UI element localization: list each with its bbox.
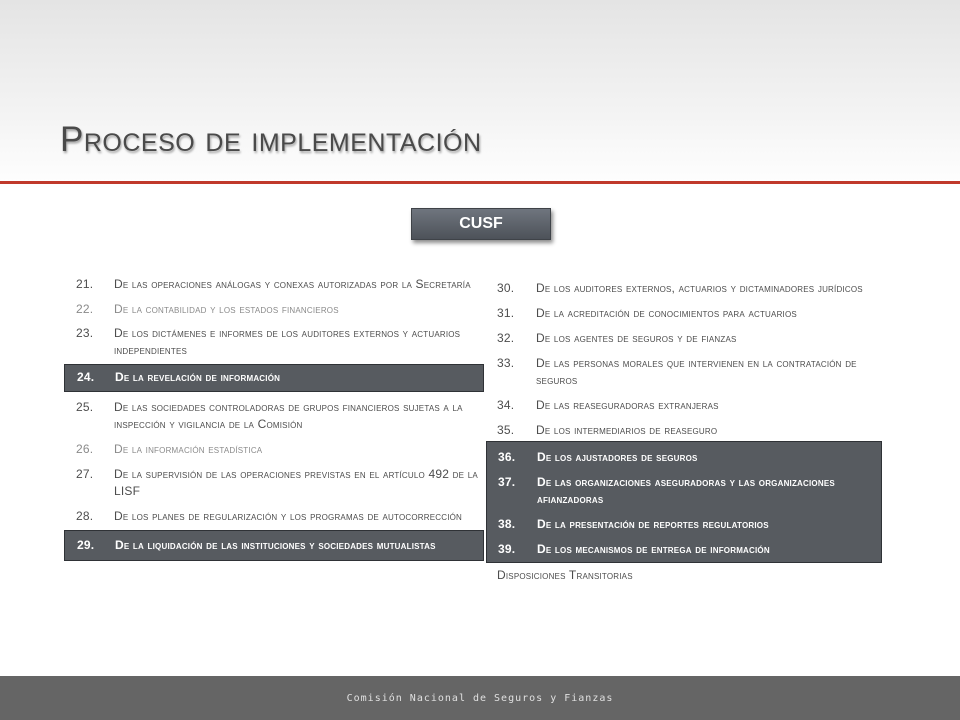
list-item-34 (486, 397, 882, 414)
item-text: De la presentación de reportes regulatorios (537, 517, 769, 531)
list-item-21 (64, 276, 484, 293)
item-text: De los planes de regularización y los programas de autocorrección (114, 509, 463, 523)
list-item-23 (64, 325, 484, 359)
item-number: 32. (497, 331, 515, 345)
item-text: De la supervisión de las operaciones previstas en el artículo 492 de la LISF (114, 467, 478, 498)
footer-bar (0, 676, 960, 720)
item-text: De los intermediarios de reaseguro (536, 423, 718, 437)
item-number: 34. (497, 398, 515, 412)
list-item-37 (487, 474, 881, 508)
item-number: 29. (77, 538, 95, 552)
item-number: 23. (76, 326, 94, 340)
item-text: De los ajustadores de seguros (537, 450, 698, 464)
item-text: De la acreditación de conocimientos para actuarios (536, 306, 797, 320)
item-number: 21. (76, 277, 94, 291)
list-item-24-highlight (64, 364, 484, 392)
highlight-group-36-39 (486, 441, 882, 563)
list-item-22 (64, 301, 484, 318)
item-number: 31. (497, 306, 515, 320)
left-column (64, 276, 484, 561)
list-item-32 (486, 330, 882, 347)
list-item-38 (487, 516, 881, 533)
item-number: 26. (76, 442, 94, 456)
list-item-36 (487, 449, 881, 466)
item-text: De las sociedades controladoras de grupos financieros sujetas a la inspección y vigilancia de la Comisión (114, 400, 463, 431)
item-text: De la información estadística (114, 442, 263, 456)
list-item-33 (486, 355, 882, 389)
list-item-35 (486, 422, 882, 439)
list-item-29-highlight (64, 530, 484, 561)
right-column (486, 280, 882, 584)
item-number: 30. (497, 281, 515, 295)
item-number: 27. (76, 467, 94, 481)
list-item-25 (64, 399, 484, 433)
item-text: De los agentes de seguros y de fianzas (536, 331, 737, 345)
title-divider (0, 181, 960, 184)
item-number: 36. (498, 450, 516, 464)
item-text: De las personas morales que intervienen en la contratación de seguros (536, 356, 857, 387)
list-item-28 (64, 508, 484, 525)
item-text: De la liquidación de las instituciones y sociedades mutualistas (115, 538, 436, 552)
list-item-31 (486, 305, 882, 322)
item-text: De los auditores externos, actuarios y dictaminadores jurídicos (536, 281, 863, 295)
list-item-27 (64, 466, 484, 500)
item-number: 38. (498, 517, 516, 531)
closing-text: Disposiciones Transitorias (497, 568, 633, 582)
item-number: 33. (497, 356, 515, 370)
item-number: 24. (77, 370, 95, 384)
footer-text: Comisión Nacional de Seguros y Fianzas (346, 692, 614, 704)
item-text: De la revelación de información (115, 370, 281, 384)
item-text: De los mecanismos de entrega de información (537, 542, 770, 556)
item-number: 37. (498, 475, 516, 489)
slide-title: Proceso de implementación (60, 120, 482, 159)
list-item-30 (486, 280, 882, 297)
item-number: 39. (498, 542, 516, 556)
item-number: 28. (76, 509, 94, 523)
item-text: De las reaseguradoras extranjeras (536, 398, 719, 412)
item-number: 25. (76, 400, 94, 414)
item-number: 35. (497, 423, 515, 437)
closing-item (486, 567, 882, 584)
cusf-badge: CUSF (411, 208, 551, 240)
item-number: 22. (76, 302, 94, 316)
item-text: De la contabilidad y los estados financieros (114, 302, 339, 316)
item-text: De las operaciones análogas y conexas autorizadas por la Secretaría (114, 277, 471, 291)
list-item-39 (487, 541, 881, 558)
item-text: De los dictámenes e informes de los auditores externos y actuarios independientes (114, 326, 461, 357)
list-item-26 (64, 441, 484, 458)
item-text: De las organizaciones aseguradoras y las organizaciones afianzadoras (537, 475, 835, 506)
